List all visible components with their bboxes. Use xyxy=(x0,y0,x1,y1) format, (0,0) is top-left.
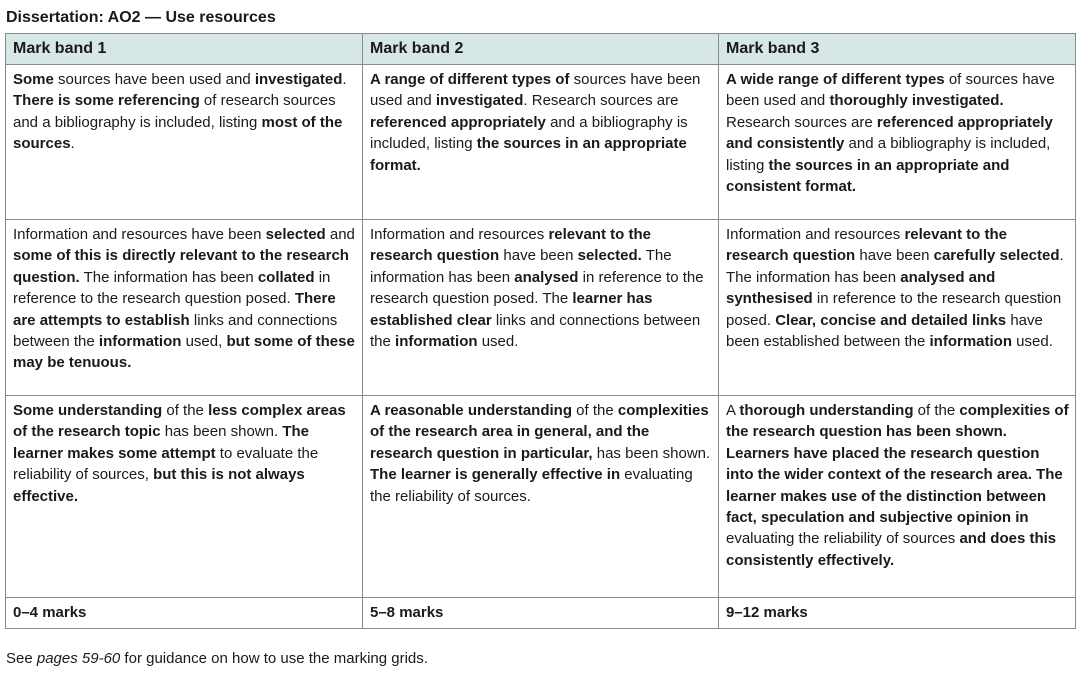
bold-text-segment: investigated xyxy=(254,71,343,88)
cell-band-2 xyxy=(363,396,719,598)
header-mark-band-1: Mark band 1 xyxy=(6,34,363,65)
marks-band-3: 9–12 marks xyxy=(719,598,1076,629)
text-segment: of the xyxy=(162,402,209,419)
footer-note xyxy=(6,649,428,669)
bold-text-segment: relevant to the research question xyxy=(370,226,651,265)
bold-text-segment: the sources in an appropriate format. xyxy=(370,135,687,174)
text-segment: and a bibliography is included, listing xyxy=(726,135,1051,174)
bold-text-segment: There are attempts to establish xyxy=(13,290,336,329)
bold-text-segment: relevant to the research question xyxy=(726,226,1007,265)
bold-text-segment: Some understanding xyxy=(13,402,163,419)
text-segment: links and connections between the xyxy=(370,311,701,351)
cell-band-1 xyxy=(6,220,363,396)
footer-suffix: for guidance on how to use the marking grids. xyxy=(120,650,428,667)
text-segment: . xyxy=(70,135,75,153)
text-segment: Research sources are xyxy=(726,113,877,131)
text-segment: The information has been xyxy=(79,268,258,286)
bold-text-segment: thoroughly investigated. xyxy=(829,92,1004,110)
table-row xyxy=(6,396,1076,598)
bold-text-segment: learner has established clear xyxy=(370,290,653,329)
text-segment: have been established between the xyxy=(726,311,1043,351)
text-segment: Information and resources have been xyxy=(13,226,266,243)
footer-pages-reference: pages 59-60 xyxy=(36,650,121,667)
footer-prefix: See xyxy=(6,650,37,667)
bold-text-segment: and does this consistently effectively. xyxy=(726,530,1057,569)
bold-text-segment: complexities of the research question has been shown. Learners have placed the research question into the wider context of the research area. The learner makes use of the distinction between fact, speculation and subjective opinion in xyxy=(726,402,1069,527)
bold-text-segment: There is some referencing xyxy=(13,92,200,110)
bold-text-segment: analysed and synthesised xyxy=(726,268,996,308)
bold-text-segment: A range of different types of xyxy=(370,71,570,88)
bold-text-segment: selected xyxy=(265,226,326,243)
bold-text-segment: Some xyxy=(13,71,54,88)
marks-row xyxy=(6,598,1076,629)
text-segment: used. xyxy=(477,333,519,351)
table-row xyxy=(6,65,1076,220)
bold-text-segment: but some of these may be tenuous. xyxy=(13,333,355,372)
text-segment: has been shown. xyxy=(592,444,711,462)
bold-text-segment: referenced appropriately xyxy=(370,113,546,131)
bold-text-segment: A wide range of different types xyxy=(726,71,945,88)
bold-text-segment: analysed xyxy=(514,268,579,286)
text-segment: A xyxy=(726,402,740,419)
header-mark-band-3: Mark band 3 xyxy=(719,34,1076,65)
table-row xyxy=(6,220,1076,396)
text-segment: have been xyxy=(499,247,578,265)
text-segment: links and connections between the xyxy=(13,311,338,351)
marks-band-1: 0–4 marks xyxy=(6,598,363,629)
text-segment: in reference to the research question posed. The xyxy=(370,268,704,308)
text-segment: in reference to the research question posed. xyxy=(726,290,1062,329)
text-segment: in reference to the research question posed. xyxy=(13,268,331,308)
marks-band-2: 5–8 marks xyxy=(363,598,719,629)
text-segment: of the xyxy=(571,402,618,419)
bold-text-segment: Clear, concise and detailed links xyxy=(775,311,1007,329)
text-segment: sources have been used and xyxy=(370,71,701,110)
cell-band-1 xyxy=(6,396,363,598)
bold-text-segment: information xyxy=(98,333,182,351)
bold-text-segment: carefully selected xyxy=(933,247,1060,265)
bold-text-segment: collated xyxy=(257,268,315,286)
header-mark-band-2: Mark band 2 xyxy=(363,34,719,65)
cell-band-3 xyxy=(719,65,1076,220)
text-segment: . The information has been xyxy=(726,247,1064,286)
marking-grid-table xyxy=(5,33,1076,629)
text-segment: and a bibliography is included, listing xyxy=(370,113,688,153)
text-segment: evaluating the reliability of sources xyxy=(726,530,960,548)
text-segment: of sources have been used and xyxy=(726,71,1055,110)
bold-text-segment: referenced appropriately and consistently xyxy=(726,113,1053,153)
bold-text-segment: information xyxy=(929,333,1012,351)
bold-text-segment: The learner is generally effective in xyxy=(370,466,621,484)
text-segment: of the xyxy=(913,402,960,419)
cell-band-2 xyxy=(363,65,719,220)
cell-band-1 xyxy=(6,65,363,220)
bold-text-segment: The learner makes some attempt xyxy=(13,423,309,462)
bold-text-segment: thorough understanding xyxy=(739,402,914,419)
text-segment: Information and resources xyxy=(726,226,905,243)
text-segment: used. xyxy=(1012,333,1053,351)
page-title: Dissertation: AO2 — Use resources xyxy=(6,9,276,26)
bold-text-segment: some of this is directly relevant to the research question. xyxy=(13,247,349,286)
bold-text-segment: complexities of the research area in general, and the research question in particular, xyxy=(370,402,709,462)
bold-text-segment: most of the sources xyxy=(13,113,343,153)
text-segment: . Research sources are xyxy=(523,92,679,110)
text-segment: The information has been xyxy=(370,247,672,286)
text-segment: to evaluate the reliability of sources, xyxy=(13,444,319,484)
cell-band-3 xyxy=(719,396,1076,598)
bold-text-segment: investigated xyxy=(435,92,524,110)
cell-band-2 xyxy=(363,220,719,396)
header-row xyxy=(6,34,1076,65)
bold-text-segment: A reasonable understanding xyxy=(370,402,572,419)
text-segment: used, xyxy=(181,333,227,351)
bold-text-segment: selected. xyxy=(577,247,642,265)
text-segment: sources have been used and xyxy=(53,71,255,88)
cell-band-3 xyxy=(719,220,1076,396)
text-segment: and xyxy=(325,226,355,243)
text-segment: Information and resources xyxy=(370,226,549,243)
text-segment: has been shown. xyxy=(160,423,283,441)
text-segment: . xyxy=(342,71,347,88)
bold-text-segment: but this is not always effective. xyxy=(13,466,305,505)
bold-text-segment: information xyxy=(395,333,478,351)
bold-text-segment: the sources in an appropriate and consistent format. xyxy=(726,156,1010,196)
bold-text-segment: less complex areas of the research topic xyxy=(13,402,346,441)
text-segment: evaluating the reliability of sources. xyxy=(370,466,693,505)
text-segment: have been xyxy=(855,247,934,265)
text-segment: of research sources and a bibliography is included, listing xyxy=(13,92,336,131)
